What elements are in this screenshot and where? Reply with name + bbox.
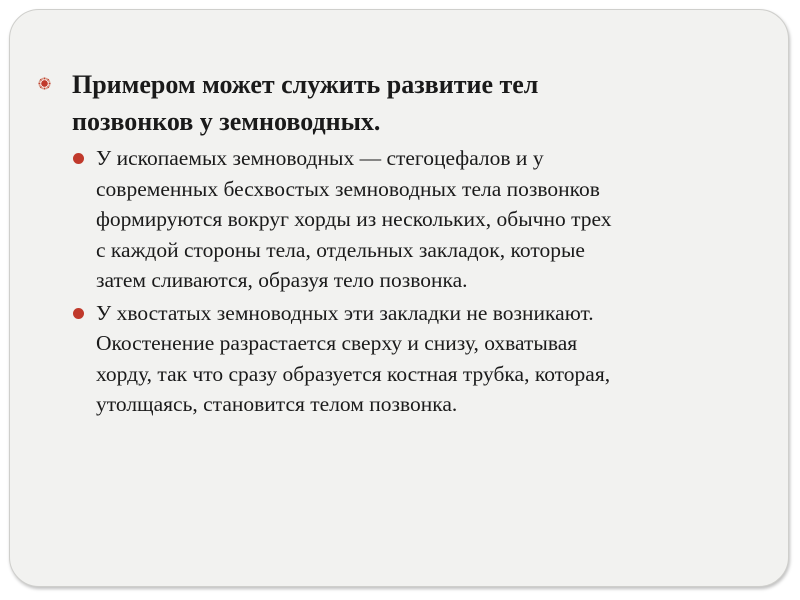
sun-burst-bullet-icon: [38, 77, 51, 90]
text-line: У хвостатых земноводных эти закладки не возникают.: [96, 300, 594, 325]
sub-bullet-item: [36, 298, 766, 420]
sub-bullet-item: [36, 143, 766, 296]
filled-circle-bullet-icon: [73, 153, 84, 164]
text-line: У ископаемых земноводных — стегоцефалов и у: [96, 146, 544, 170]
text-line: хорду, так что сразу образуется костная трубка, которая,: [96, 361, 611, 386]
heading-line: Примером может служить развитие тел: [72, 70, 539, 99]
text-line: утолщаясь, становится телом позвонка.: [96, 392, 458, 416]
text-line: затем сливаются, образуя тело позвонка.: [96, 268, 468, 292]
heading-bullet-item: [36, 66, 766, 140]
slide-content: [36, 66, 766, 422]
text-line: современных бесхвостых земноводных тела позвонков: [96, 176, 600, 201]
filled-circle-bullet-icon: [73, 308, 84, 319]
heading-line: позвонков у земноводных.: [72, 107, 381, 136]
text-line: формируются вокруг хорды из нескольких, обычно трех: [96, 207, 612, 231]
text-line: с каждой стороны тела, отдельных закладок, которые: [96, 237, 585, 262]
sub-bullet-list: [36, 143, 766, 420]
text-line: Окостенение разрастается сверху и снизу, охватывая: [96, 331, 578, 355]
